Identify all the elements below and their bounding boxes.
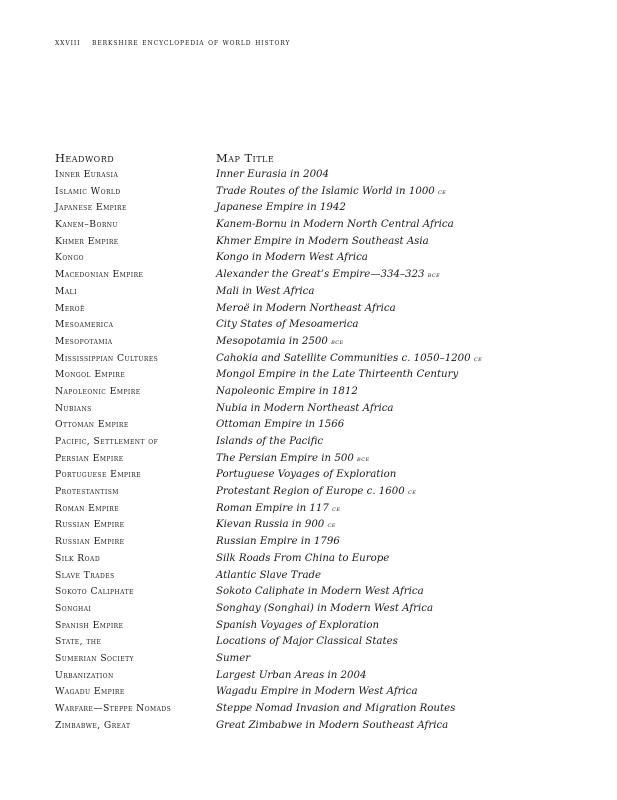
map-title-text: Largest Urban Areas in 2004 xyxy=(216,669,367,681)
table-row xyxy=(55,234,565,251)
headword: Silk Road xyxy=(55,552,101,564)
map-title-text: Silk Roads From China to Europe xyxy=(216,552,390,564)
headword: Russian Empire xyxy=(55,519,125,531)
map-title-text: Japanese Empire in 1942 xyxy=(216,202,346,214)
map-title-text: Nubia in Modern Northeast Africa xyxy=(216,402,394,414)
map-title-text: Kongo in Modern West Africa xyxy=(216,252,368,264)
table-row xyxy=(55,284,565,301)
table-row xyxy=(55,267,565,284)
map-title-text: The Persian Empire in 500 xyxy=(216,452,358,464)
page-number: xxviii xyxy=(55,38,81,48)
table-row xyxy=(55,668,565,685)
map-title-text: Sumer xyxy=(216,652,251,664)
map-title-text: Mesopotamia in 2500 xyxy=(216,335,332,347)
table-row xyxy=(55,200,565,217)
map-title xyxy=(216,301,396,318)
map-title-text: Kievan Russia in 900 xyxy=(216,519,328,531)
table-row xyxy=(55,634,565,651)
map-title-text: Inner Eurasia in 2004 xyxy=(216,169,330,180)
map-title-text: Spanish Voyages of Exploration xyxy=(216,619,380,631)
table-row xyxy=(55,651,565,668)
table-row xyxy=(55,551,565,568)
table-row xyxy=(55,451,565,468)
map-title-text: City States of Mesoamerica xyxy=(216,319,359,331)
map-title-text: Sokoto Caliphate in Modern West Africa xyxy=(216,586,424,598)
table-row xyxy=(55,618,565,635)
headword: State, the xyxy=(55,636,102,648)
table-row xyxy=(55,467,565,484)
map-title-text: Roman Empire in 117 xyxy=(216,502,333,514)
headword: Khmer Empire xyxy=(55,235,119,247)
map-title xyxy=(216,184,446,201)
headword: Japanese Empire xyxy=(55,202,127,214)
table-row xyxy=(55,534,565,551)
table-row xyxy=(55,434,565,451)
map-title-text: Great Zimbabwe in Modern Southeast Africa xyxy=(216,719,449,731)
table-row xyxy=(55,250,565,267)
table-row xyxy=(55,417,565,434)
table-row xyxy=(55,351,565,368)
map-title-text: Napoleonic Empire in 1812 xyxy=(216,385,358,397)
headword: Sumerian Society xyxy=(55,652,134,664)
map-title-text: Portuguese Voyages of Exploration xyxy=(216,469,397,481)
map-title-text: Ottoman Empire in 1566 xyxy=(216,419,345,431)
headword-column-header: Headword xyxy=(55,151,115,165)
headword: Wagadu Empire xyxy=(55,686,125,698)
map-title xyxy=(216,467,396,484)
map-title-text: Atlantic Slave Trade xyxy=(216,569,322,581)
headword: Zimbabwe, Great xyxy=(55,719,131,731)
headword: Mongol Empire xyxy=(55,369,126,381)
map-title-text: Wagadu Empire in Modern West Africa xyxy=(216,686,418,698)
map-title xyxy=(216,217,454,234)
map-title xyxy=(216,618,379,635)
map-title-text: Meroë in Modern Northeast Africa xyxy=(216,302,396,314)
map-title xyxy=(216,568,321,585)
table-header-row xyxy=(55,150,565,167)
headword: Mali xyxy=(55,285,77,297)
headword: Pacific, Settlement of xyxy=(55,436,159,447)
map-title xyxy=(216,451,370,468)
map-title xyxy=(216,234,429,251)
map-title xyxy=(216,401,394,418)
map-list-table xyxy=(55,150,565,734)
era-suffix: ce xyxy=(327,520,336,530)
headword: Ottoman Empire xyxy=(55,419,129,431)
map-title-column-header: Map Title xyxy=(216,151,275,165)
map-title xyxy=(216,534,340,551)
table-row xyxy=(55,301,565,318)
era-suffix: bce xyxy=(357,453,370,463)
headword: Macedonian Empire xyxy=(55,269,144,281)
era-suffix: ce xyxy=(473,353,483,363)
book-title: berkshire encyclopedia of world history xyxy=(92,38,291,48)
map-title xyxy=(216,334,344,351)
map-title-text: Trade Routes of the Islamic World in 1000 xyxy=(216,185,439,197)
map-title-text: Khmer Empire in Modern Southeast Asia xyxy=(216,235,429,247)
map-title xyxy=(216,484,416,501)
table-row xyxy=(55,484,565,501)
headword: Portuguese Empire xyxy=(55,469,142,481)
headword: Warfare—Steppe Nomads xyxy=(55,703,172,714)
era-suffix: bce xyxy=(331,336,344,346)
headword: Russian Empire xyxy=(55,536,125,548)
headword: Spanish Empire xyxy=(55,619,124,631)
headword: Napoleonic Empire xyxy=(55,385,141,397)
table-row xyxy=(55,701,565,718)
table-row xyxy=(55,584,565,601)
era-suffix: ce xyxy=(438,186,447,196)
map-title xyxy=(216,668,366,685)
table-row xyxy=(55,167,565,184)
table-row xyxy=(55,401,565,418)
map-title xyxy=(216,434,323,451)
headword: Urbanization xyxy=(55,669,114,681)
map-title xyxy=(216,501,340,518)
map-title xyxy=(216,200,346,217)
map-title xyxy=(216,551,389,568)
map-title xyxy=(216,601,433,618)
map-title xyxy=(216,517,336,534)
map-title xyxy=(216,250,368,267)
table-row xyxy=(55,601,565,618)
running-head xyxy=(55,38,290,48)
headword: Kanem–Bornu xyxy=(55,219,119,231)
table-row xyxy=(55,217,565,234)
headword: Mesoamerica xyxy=(55,319,114,331)
map-title xyxy=(216,701,455,718)
map-title xyxy=(216,351,482,368)
map-title xyxy=(216,384,358,401)
era-suffix: ce xyxy=(407,487,417,497)
headword: Nubians xyxy=(55,402,92,414)
headword: Inner Eurasia xyxy=(55,169,119,180)
map-title xyxy=(216,267,440,284)
map-title xyxy=(216,718,448,735)
map-title-text: Islands of the Pacific xyxy=(216,436,324,447)
headword: Mesopotamia xyxy=(55,335,113,347)
map-title-text: Steppe Nomad Invasion and Migration Routes xyxy=(216,703,456,714)
table-row xyxy=(55,334,565,351)
map-title xyxy=(216,317,359,334)
era-suffix: ce xyxy=(332,503,341,513)
table-row xyxy=(55,501,565,518)
map-title xyxy=(216,584,424,601)
map-title xyxy=(216,684,418,701)
headword: Sokoto Caliphate xyxy=(55,586,134,598)
map-title-text: Protestant Region of Europe c. 1600 xyxy=(216,486,408,498)
table-row xyxy=(55,684,565,701)
map-title xyxy=(216,651,250,668)
headword: Songhai xyxy=(55,602,92,614)
era-suffix: bce xyxy=(427,270,441,280)
headword: Mississippian Cultures xyxy=(55,352,159,364)
headword: Islamic World xyxy=(55,185,121,197)
headword: Roman Empire xyxy=(55,502,120,514)
map-title-text: Locations of Major Classical States xyxy=(216,636,398,648)
map-title-text: Cahokia and Satellite Communities c. 1050–1200 xyxy=(216,352,474,364)
table-row xyxy=(55,568,565,585)
table-row xyxy=(55,718,565,735)
table-row xyxy=(55,184,565,201)
map-title-text: Mali in West Africa xyxy=(216,285,315,297)
map-title xyxy=(216,367,458,384)
headword: Meroë xyxy=(55,302,85,314)
table-row xyxy=(55,317,565,334)
map-title xyxy=(216,417,344,434)
table-row xyxy=(55,367,565,384)
map-title-text: Russian Empire in 1796 xyxy=(216,536,340,548)
map-title-text: Alexander the Great’s Empire—334–323 xyxy=(216,269,428,281)
map-title xyxy=(216,634,398,651)
map-title-text: Mongol Empire in the Late Thirteenth Century xyxy=(216,369,459,381)
headword: Protestantism xyxy=(55,486,119,498)
headword: Persian Empire xyxy=(55,452,124,464)
table-row xyxy=(55,384,565,401)
table-row xyxy=(55,517,565,534)
headword: Slave Trades xyxy=(55,569,115,581)
map-title xyxy=(216,167,329,184)
headword: Kongo xyxy=(55,252,84,264)
map-title xyxy=(216,284,314,301)
map-title-text: Kanem-Bornu in Modern North Central Africa xyxy=(216,219,454,231)
map-title-text: Songhay (Songhai) in Modern West Africa xyxy=(216,602,434,614)
